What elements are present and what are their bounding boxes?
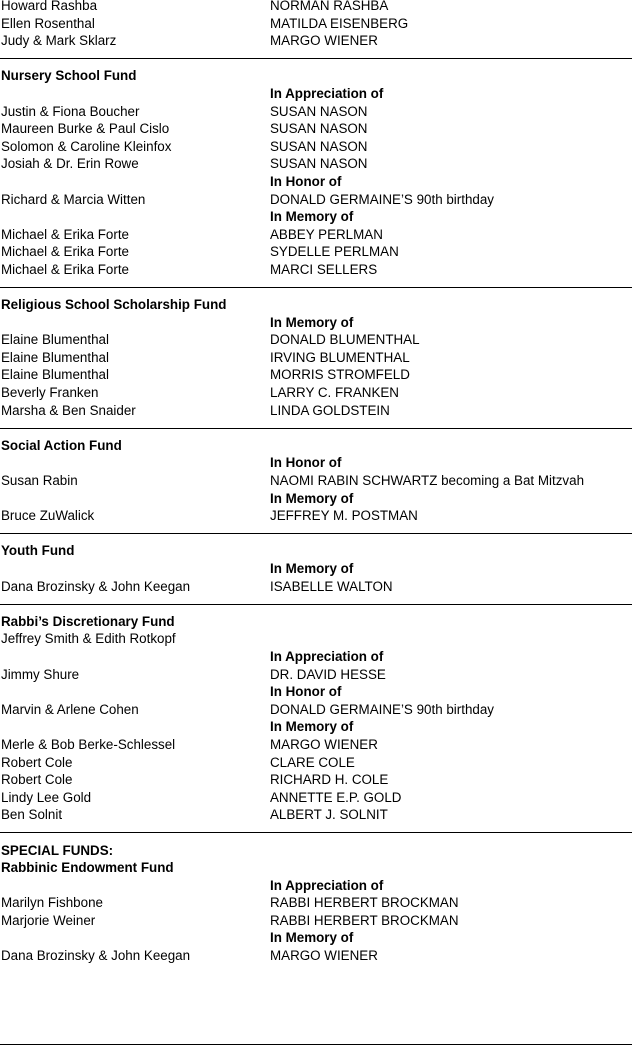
donor-name: Marjorie Weiner [1,912,96,928]
honoree-name: MARGO WIENER [270,33,378,49]
donation-entry [0,226,633,244]
honoree-name: NAOMI RABIN SCHWARTZ becoming a Bat Mitzvah [270,473,585,489]
donor-name: Solomon & Caroline Kleinfox [1,138,172,154]
tribute-heading-row [0,929,633,947]
tribute-heading: In Appreciation of [270,648,384,664]
donation-entry [0,366,633,384]
honoree-name: CLARE COLE [270,754,355,770]
donor-name: Robert Cole [1,772,73,788]
honoree-name: SUSAN NASON [270,121,368,137]
blank-row [0,1000,633,1018]
donation-entry [0,789,633,807]
donation-entry [0,331,633,349]
donor-name: Marvin & Arlene Cohen [1,701,139,717]
fund-title: Youth Fund [1,543,75,559]
fund-title: Rabbi’s Discretionary Fund [1,613,175,629]
honoree-name: MATILDA EISENBERG [270,15,409,31]
fund-title-row [0,613,633,631]
honoree-name: LARRY C. FRANKEN [270,385,399,401]
donor-name: Dana Brozinsky & John Keegan [1,578,191,594]
honoree-name: DONALD GERMAINE’S 90th birthday [270,191,494,207]
honoree-name: RICHARD H. COLE [270,772,389,788]
section-divider [0,1035,633,1053]
donation-entry [0,138,633,156]
donor-name: Bruce ZuWalick [1,508,95,524]
donor-name: Lindy Lee Gold [1,789,92,805]
donation-entry [0,384,633,402]
donation-entry [0,472,633,490]
donation-entry [0,736,633,754]
fund-title: Nursery School Fund [1,68,137,84]
honoree-name: RABBI HERBERT BROCKMAN [270,912,459,928]
tribute-heading-row [0,718,633,736]
honoree-name: JEFFREY M. POSTMAN [270,508,418,524]
section-divider [0,279,633,297]
donor-name: Richard & Marcia Witten [1,191,146,207]
tribute-heading: In Memory of [270,719,354,735]
donor-name: Dana Brozinsky & John Keegan [1,948,191,964]
fund-title-row [0,437,633,455]
donation-entry [0,947,633,965]
tribute-heading: In Honor of [270,455,342,471]
donation-entry [0,630,633,648]
donor-name: Josiah & Dr. Erin Rowe [1,156,139,172]
honoree-name: SUSAN NASON [270,138,368,154]
donor-name: Jimmy Shure [1,666,80,682]
tribute-heading-row [0,490,633,508]
honoree-name: SUSAN NASON [270,156,368,172]
donation-entry [0,912,633,930]
blank-row [0,965,633,983]
honoree-name: MARCI SELLERS [270,261,378,277]
tribute-heading-row [0,454,633,472]
donation-entry [0,155,633,173]
donor-name: Ben Solnit [1,807,63,823]
section-divider [0,50,633,68]
donation-entry [0,701,633,719]
honoree-name: SUSAN NASON [270,103,368,119]
tribute-heading: In Honor of [270,173,342,189]
honoree-name: ALBERT J. SOLNIT [270,807,388,823]
tribute-heading: In Memory of [270,490,354,506]
donation-entry [0,15,633,33]
honoree-name: SYDELLE PERLMAN [270,244,399,260]
donor-name: Justin & Fiona Boucher [1,103,140,119]
tribute-heading-row [0,683,633,701]
fund-title-row [0,842,633,860]
tribute-heading: In Honor of [270,684,342,700]
donation-entry [0,191,633,209]
honoree-name: IRVING BLUMENTHAL [270,349,410,365]
fund-title-row [0,67,633,85]
tribute-heading: In Memory of [270,930,354,946]
donor-name: Howard Rashba [1,0,98,13]
donor-name: Michael & Erika Forte [1,244,129,260]
blank-row [0,982,633,1000]
tribute-heading: In Memory of [270,561,354,576]
donation-entry [0,806,633,824]
honoree-name: NORMAN RASHBA [270,0,389,13]
honoree-name: ABBEY PERLMAN [270,226,383,242]
donor-name: Merle & Bob Berke-Schlessel [1,736,176,752]
donor-name: Michael & Erika Forte [1,226,129,242]
tribute-heading-row [0,173,633,191]
donor-name: Jeffrey Smith & Edith Rotkopf [1,631,176,647]
fund-title-row [0,296,633,314]
tribute-heading: In Appreciation of [270,877,384,893]
section-divider [0,824,633,842]
donor-name: Maureen Burke & Paul Cislo [1,121,170,137]
honoree-name: DR. DAVID HESSE [270,666,386,682]
tribute-heading-row [0,877,633,895]
donor-name: Michael & Erika Forte [1,261,129,277]
donation-entry [0,120,633,138]
tribute-heading: In Appreciation of [270,85,384,101]
donor-name: Elaine Blumenthal [1,367,109,383]
donor-name: Beverly Franken [1,385,99,401]
tribute-heading: In Memory of [270,209,354,225]
donor-name: Elaine Blumenthal [1,349,109,365]
donation-entry [0,0,633,15]
fund-title: SPECIAL FUNDS: [1,842,114,858]
donation-entry [0,402,633,420]
honoree-name: MARGO WIENER [270,948,378,964]
fund-title-row [0,859,633,877]
fund-title-row [0,542,633,560]
tribute-heading-row [0,208,633,226]
honoree-name: LINDA GOLDSTEIN [270,402,390,418]
section-divider [0,419,633,437]
donation-entry [0,754,633,772]
donation-entry [0,32,633,50]
donor-name: Judy & Mark Sklarz [1,33,117,49]
donor-name: Marilyn Fishbone [1,895,103,911]
donor-name: Ellen Rosenthal [1,15,95,31]
fund-title: Rabbinic Endowment Fund [1,860,174,876]
section-divider [0,525,633,543]
donor-name: Susan Rabin [1,473,78,489]
donation-entry [0,349,633,367]
honoree-name: DONALD GERMAINE’S 90th birthday [270,701,494,717]
donation-entry [0,894,633,912]
donation-entry [0,261,633,279]
honoree-name: ANNETTE E.P. GOLD [270,789,402,805]
blank-row [0,1017,633,1035]
donation-entry [0,103,633,121]
donation-entry [0,666,633,684]
donor-name: Marsha & Ben Snaider [1,402,136,418]
donation-entry [0,771,633,789]
honoree-name: MARGO WIENER [270,736,378,752]
donor-name: Robert Cole [1,754,73,770]
honoree-name: ISABELLE WALTON [270,578,393,594]
section-divider [0,595,633,613]
tribute-heading-row [0,85,633,103]
tribute-heading-row [0,648,633,666]
donation-entry [0,507,633,525]
donation-entry [0,578,633,596]
honoree-name: RABBI HERBERT BROCKMAN [270,895,459,911]
tribute-heading-row [0,314,633,332]
donation-entry [0,243,633,261]
honoree-name: MORRIS STROMFELD [270,367,410,383]
fund-title: Social Action Fund [1,437,122,453]
tribute-heading-row [0,560,633,578]
donor-name: Elaine Blumenthal [1,332,109,348]
fund-title: Religious School Scholarship Fund [1,297,227,313]
tribute-heading: In Memory of [270,314,354,330]
honoree-name: DONALD BLUMENTHAL [270,332,420,348]
